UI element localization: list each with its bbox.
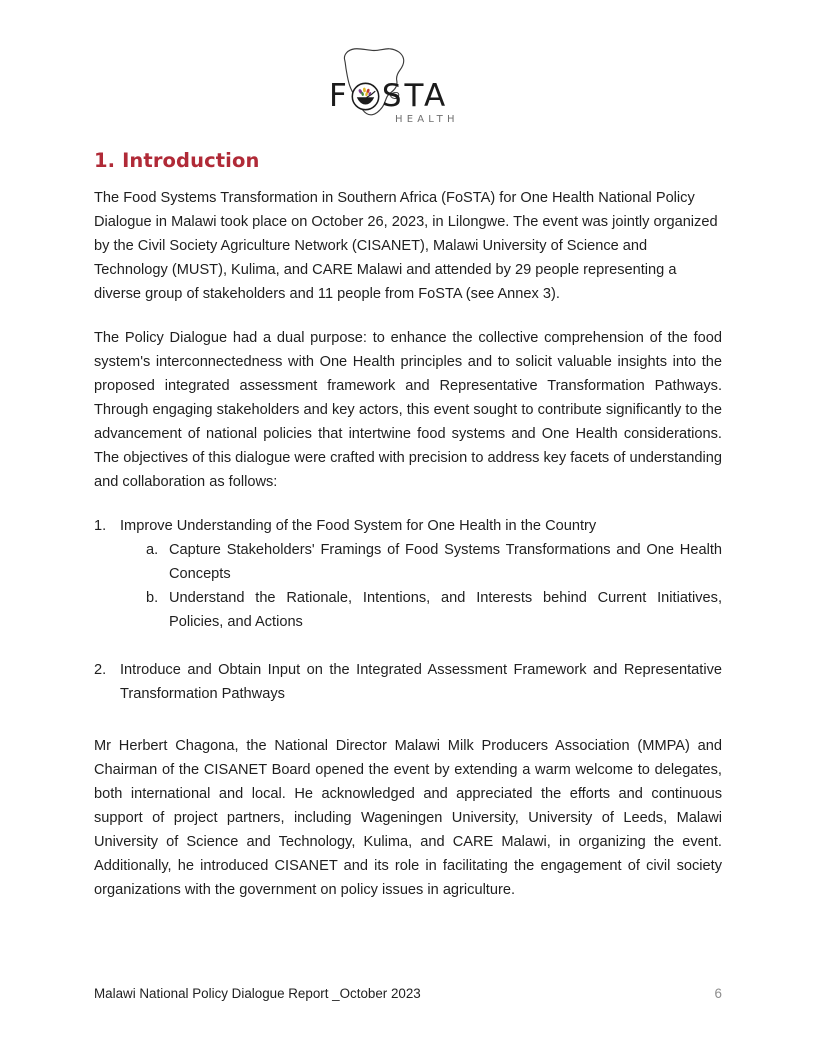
paragraph-opening-remarks: Mr Herbert Chagona, the National Director Malawi Milk Producers Association (MMPA) and Chairman of the CISANET Board opened the event by extending a warm welcome to delegates, both international and local. He acknowledged and appreciated the efforts and continuous support of project partners, including Wageningen University, University of Leeds, Malawi University of Science and Technology, Kulima, and CARE Malawi, in organizing the event. Additionally, he introduced CISANET and its role in facilitating the engagement of civil society organizations with the government on policy issues in agriculture. <box>94 738 722 898</box>
list-item <box>146 586 722 634</box>
objectives-list <box>94 514 722 706</box>
paragraph-intro-overview: The Food Systems Transformation in Southern Africa (FoSTA) for One Health National Policy Dialogue in Malawi took place on October 26, 2023, in Lilongwe. The event was jointly organized by the Civil Society Agriculture Network (CISANET), Malawi University of Science and Technology (MUST), Kulima, and CARE Malawi and attended by 29 people representing a diverse group of stakeholders and 11 people from FoSTA (see Annex 3). <box>94 190 718 302</box>
logo-subtitle: HEALTH <box>395 114 459 125</box>
logo-container <box>323 44 493 130</box>
list-item <box>94 514 722 634</box>
document-body <box>94 186 722 902</box>
logo-wordmark-suffix: STA <box>381 77 449 114</box>
list-item-label: Improve Understanding of the Food System for One Health in the Country <box>120 518 597 534</box>
section-spacer <box>94 710 722 734</box>
footer-title: Malawi National Policy Dialogue Report _October 2023 <box>94 986 421 1001</box>
list-marker: a. <box>146 542 159 558</box>
list-item <box>94 658 722 706</box>
list-item-label: Understand the Rationale, Intentions, and Interests behind Current Initiatives, Policies, and Actions <box>169 590 722 630</box>
logo-wordmark-prefix: F <box>329 77 350 114</box>
food-bowl-icon <box>351 82 380 111</box>
list-item <box>146 538 722 586</box>
page-number: 6 <box>714 986 722 1001</box>
logo-wordmark <box>329 77 493 114</box>
list-marker: b. <box>146 590 159 606</box>
page-footer <box>94 986 722 1001</box>
list-item-label: Capture Stakeholders' Framings of Food Systems Transformations and One Health Concepts <box>169 542 722 582</box>
page-title: 1. Introduction <box>94 149 260 173</box>
list-spacer <box>94 634 722 658</box>
list-marker: 2. <box>94 662 107 678</box>
paragraph-dialogue-purpose: The Policy Dialogue had a dual purpose: to enhance the collective comprehension of the food system's interconnectedness with One Health principles and to solicit valuable insights into the proposed integrated assessment framework and Representative Transformation Pathways. Through engaging stakeholders and key actors, this event sought to contribute significantly to the advancement of national policies that intertwine food systems and One Health considerations. The objectives of this dialogue were crafted with precision to address key facets of understanding and collaboration as follows: <box>94 330 722 490</box>
fosta-health-logo <box>0 44 816 130</box>
objectives-sublist <box>120 538 722 634</box>
list-item-label: Introduce and Obtain Input on the Integrated Assessment Framework and Representative Transformation Pathways <box>120 662 722 702</box>
list-marker: 1. <box>94 518 107 534</box>
